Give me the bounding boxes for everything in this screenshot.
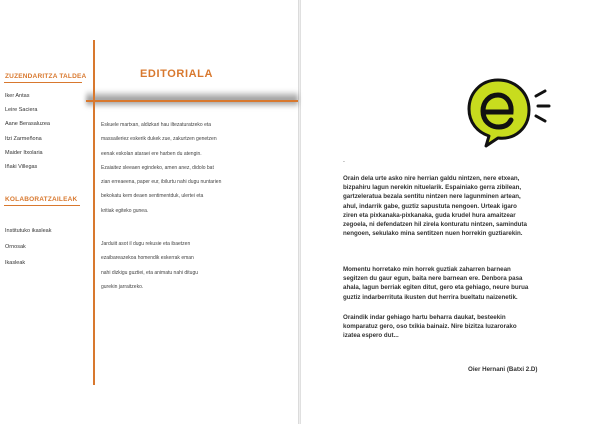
text-line: ezaibareazekoa homendik eskerrak eman [101, 255, 194, 262]
speech-bubble-e-logo-icon [465, 74, 555, 149]
text-line: Eskuele martxan, aldizkari hau iltezaturatzeko eta [101, 122, 212, 128]
editorial-title: EDITORIALA [140, 68, 214, 80]
text-line: Momentu horretako min horrek guztiak zaharren barnean [343, 266, 511, 273]
text-line: Ezaiaitez sleeaen egindeko, amen anez, didolo bat [101, 164, 214, 171]
text-line: kritiak egiteko gunea. [101, 207, 149, 214]
team-member: Leire Saciera [5, 107, 38, 114]
collaborator: Ikasleak [5, 260, 26, 266]
text-line: izatea espero dut... [343, 332, 399, 340]
text-line: Jarduiit asot il dugu rekusie eta ibaetzen [101, 241, 191, 247]
vertical-divider [93, 40, 95, 385]
text-line: guztiz indarberrituta ikusten dut herrira bueltatu naizenetik. [343, 293, 518, 301]
letter-paragraph-1 [343, 174, 583, 238]
team-member: Iñaki Villegas [5, 163, 38, 170]
signature: Oier Hernani (Batxi 2.D) [468, 366, 538, 373]
letter-paragraph-2 [343, 265, 583, 302]
text-line: bekokatu kem deaen sentimentduk, ulertei eta [101, 193, 204, 200]
text-line: ahala, lagun berriak egiten ditut, gero eta gehiago, neure burua [343, 284, 529, 292]
team-heading: ZUZENDARITZA TALDEA [5, 73, 87, 80]
text-line: gurekin jarraitzeko. [101, 283, 144, 290]
team-heading-underline [4, 82, 82, 83]
collab-heading: KOLABORATZAILEAK [5, 196, 78, 203]
horizontal-divider [86, 100, 298, 102]
team-member: Itzi Zarmeñona [5, 135, 42, 142]
text-line: gartzeleratua bezala sentitu nintzen nere lagunminen artean, [343, 193, 521, 201]
editorial-paragraph-1 [101, 118, 286, 218]
text-line: segitzen du gaur egun, baita nere barnean ere. Denbora pasa [343, 275, 523, 283]
stray-mark: . [343, 157, 345, 164]
collaborator: Ornosak [5, 244, 26, 250]
text-line: Oraindik indar gehiago hartu beharra daukat, besteekin [343, 314, 506, 321]
text-line: zian erreaeena, paper eur, ibilurtu nahi dugu nuntarien [101, 179, 222, 186]
text-line: massaileriez eskerik dukek zue, zakurtzen genetzen [101, 136, 217, 143]
text-line: nahi dizkigu guztiei, eta animatu nahi ditugu [101, 269, 199, 276]
team-member: Aane Berasaluzea [5, 121, 50, 128]
text-line: nengoen, sekulako mina sentitzen nuen horrekin guztiarekin. [343, 230, 523, 238]
team-member: Maider Itxolaria [5, 149, 43, 156]
text-line: zegoela, ni defendatzen hil zirela konturatu nintzen, saminduta [343, 221, 527, 229]
collab-heading-underline [4, 205, 80, 206]
editorial-paragraph-2 [101, 237, 286, 294]
team-member: Iker Antas [5, 93, 30, 99]
text-line: ahul, indarrik gabe, guztiz sapustuta nengoen. Urteak igaro [343, 202, 517, 210]
text-line: ziren eta pixkanaka-pixkanaka, guda krudel hura amaitzear [343, 211, 516, 219]
header-shadow [86, 91, 298, 107]
text-line: bizpahiru lagun nerekin nituelarik. Espainiako gerra zibilean, [343, 184, 522, 192]
page-spine [298, 0, 301, 424]
text-line: Orain dela urte asko nire herrian galdu nintzen, nere etxean, [343, 175, 520, 182]
letter-paragraph-3 [343, 313, 583, 341]
text-line: eenak eskolan ataraei ere harben du atengin. [101, 150, 202, 157]
collab-list [5, 227, 51, 275]
text-line: komparatuz gero, oso txikia bainaiz. Nire bizitza luzarorako [343, 323, 517, 331]
collaborator: Institutuko ikasleak [5, 228, 52, 234]
team-list [5, 92, 50, 177]
